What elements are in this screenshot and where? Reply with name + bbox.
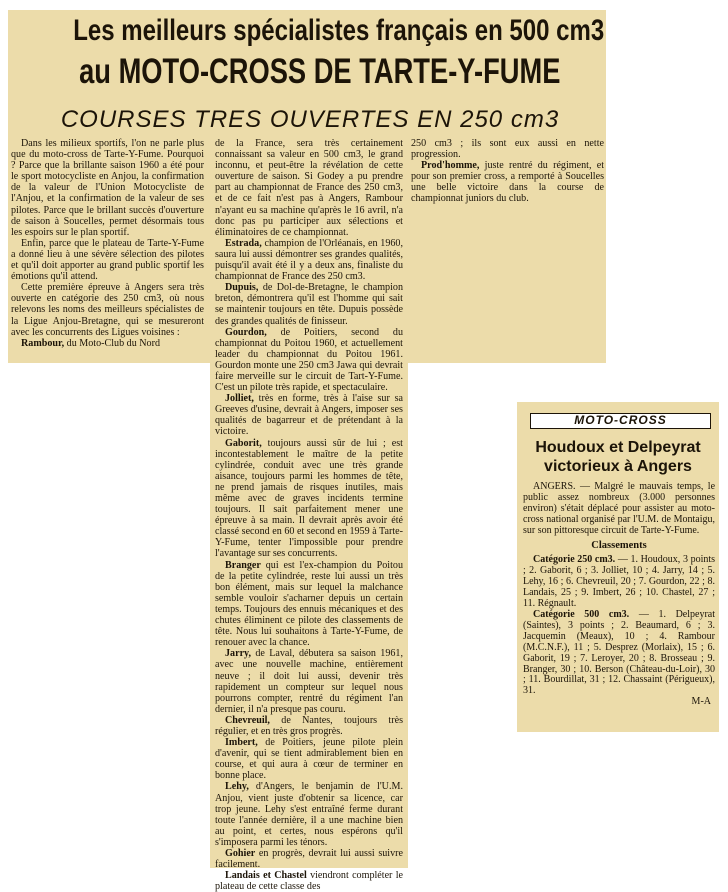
rider-text: qui est l'ex-champion du Poitou de la petite cylindrée, reste lui aussi un très bon élément, mais sur lequel la malchance semble vouloir s'acharner depuis un certain temps. Toujours des ennuis mécaniques et des chutes éliminent ce pilote des classements de tête. Nous lui souhaitons à Tarte-Y-Fume, de renouer avec la chance.: [215, 559, 403, 649]
rider-name: Landais et Chastel: [225, 870, 307, 882]
article-column-1: [11, 138, 204, 349]
rider-paragraph: [215, 138, 403, 238]
rider-text: 250 cm3 ; ils sont eux aussi en nette progression.: [411, 138, 604, 161]
results-dateline: ANGERS.: [533, 481, 576, 492]
rider-text: viendront compléter le plateau de cette classe des: [215, 870, 404, 892]
rider-text: juste rentré du régiment, et pour son premier cross, a remporté à Soucelles une belle victoire dans la course de championnat juniors du club.: [411, 160, 605, 205]
rider-paragraph: [215, 781, 403, 848]
rider-text: très en forme, très à l'aise sur sa Greeves d'usine, devrait à Angers, imposer ses qualités de bagarreur et de prétendant à la victoire.: [215, 393, 403, 438]
category-500-label: Catégorie 500 cm3.: [533, 608, 630, 620]
category-250-label: Catégorie 250 cm3.: [533, 554, 616, 566]
rider-text: de Nantes, toujours très régulier, et en très gros progrès.: [215, 714, 403, 737]
category-250-results: — 1. Houdoux, 3 points ; 2. Gaborit, 6 ; 3. Jolliet, 10 ; 4. Jarry, 14 ; 5. Lehy, 16 ; 6. Chevreuil, 20 ; 7. Gourdon, 22 ; 8. Landais, 25 ; 9. Imbert, 26 ; 10. Chastel, 27 ; 11. Régnault.: [523, 554, 716, 610]
rider-paragraph: [215, 648, 403, 715]
rider-name: Chevreuil,: [225, 714, 270, 726]
rider-name: Prod'homme,: [421, 160, 480, 172]
rider-text: toujours aussi sûr de lui ; est incontestablement le maître de la petite cylindrée, conduit avec une très grande aisance, toujours parmi les hommes de tête, ne prend jamais de risques inutiles, mais même avec de graves incidents termine toujours. Il sait parfaitement mener une épreuve à sa main. Il devrait après avoir été classé second en 60 et second en 1959 à Tarte-Y-Fume, tenter l'impossible pour prendre l'avantage sur ses concurrents.: [215, 437, 403, 560]
rider-name: Rambour,: [21, 337, 65, 349]
rider-text: de Laval, débutera sa saison 1961, avec une nouvelle machine, entièrement neuve ; il doit lui aussi, devenir très rapidement un compteur sur lequel nous pourrons compter, rentré du régiment l'an dernier, il n'a presque pas couru.: [215, 648, 403, 715]
results-250: [523, 555, 715, 610]
rider-text: de Poitiers, jeune pilote plein d'avenir, qui se tient admirablement bien en course, et qui aura à cœur de terminer en bonne place.: [215, 737, 404, 782]
rider-paragraph: [215, 393, 403, 437]
subheadline: COURSES TRES OUVERTES EN 250 cm3: [60, 106, 560, 133]
rider-paragraph: [215, 238, 403, 282]
rider-name: Dupuis,: [225, 282, 259, 294]
results-lead: [523, 482, 715, 537]
rider-name: Estrada,: [225, 237, 262, 249]
article-column-3: [411, 138, 604, 205]
rider-paragraph: [411, 138, 604, 160]
col1-last-text: du Moto-Club du Nord: [66, 337, 161, 349]
results-headline: Houdoux et Delpeyrat victorieux à Angers: [535, 439, 701, 475]
rider-name: Gourdon,: [225, 326, 267, 338]
results-body: [523, 482, 715, 708]
category-500-results: — 1. Delpeyrat (Saintes), 3 points ; 2. Beaumard, 6 ; 3. Jacquemin (Meaux), 10 ; 4. Rambour (M.C.N.F.), 11 ; 5. Desprez (Morlaix), 15 ; 6. Gaborit, 19 ; 7. Leroyer, 20 ; 8. Brosseau ; 9. Branger, 30 ; 10. Berson (Château-du-Loir), 30 ; 11. Bourdillat, 31 ; 12. Chassaint (Périgueux), 31.: [523, 608, 715, 697]
headline-line-1: Les meilleurs spécialistes français en 500 cm3: [73, 14, 605, 47]
rider-paragraph: [411, 160, 604, 204]
rider-text: d'Angers, le benjamin de l'U.M. Anjou, vient juste d'obtenir sa licence, car trop jeune. Lehy s'est entraîné ferme durant toute l'année dernière, il a une machine bien au point, et certes, nous espérons qu'il s'imposera parmi les ténors.: [215, 781, 403, 848]
rider-paragraph: [215, 327, 403, 394]
rider-paragraph: [215, 848, 403, 870]
col1-paragraph: Dans les milieux sportifs, l'on ne parle plus que du moto-cross de Tarte-Y-Fume. Pourquoi ? Parce que la brillante saison 1960 a été pour le sport motocycliste en Anjou, la confirmation de la valeur de l'Union Motocycliste de l'Anjou, et la confirmation de la valeur de ses pilotes. Parce que le brillant succès d'ouverture de saison à Soucelles, permet désormais tous les espoirs sur le plan sportif.: [11, 138, 204, 238]
rider-name: Jarry,: [225, 648, 252, 660]
rider-text: de la France, sera très certainement connaissant sa valeur en 500 cm3, le grand inconnu, et peut-être la révélation de cette ouverture de saison. Si Godey a pu prendre part au championnat de France des 250 cm3, et de ce fait n'est pas à Angers, Rambour n'ayant eu sa machine qu'après le 16 avril, n'a donc pas pu participer aux sélections et éliminatoires de ce championnat.: [215, 138, 403, 238]
rider-paragraph: [215, 870, 403, 892]
col1-paragraph-rambour: [11, 338, 204, 349]
article-column-2: [215, 138, 403, 892]
rider-name: Gohier: [225, 848, 256, 859]
results-lead-text: — Malgré le mauvais temps, le public assez nombreux (3.000 personnes environ) s'était déplacé pour assister au moto-cross national organisé par l'U.M. de Montaigu, sur son pittoresque circuit de Tarte-Y-Fume.: [523, 481, 716, 536]
col1-paragraph: Cette première épreuve à Angers sera très ouverte en catégorie des 250 cm3, où nous relevons les noms des meilleurs spécialistes de la Ligue Anjou-Bretagne, qui se mesureront avec les concurrents des Ligues voisines :: [11, 282, 204, 338]
rider-paragraph: [215, 282, 403, 326]
rider-name: Lehy,: [225, 781, 249, 793]
signature: M-A: [691, 696, 711, 708]
rider-name: Imbert,: [225, 737, 258, 749]
rider-paragraph: [215, 560, 403, 649]
rider-name: Branger: [225, 559, 261, 571]
col1-paragraph: Enfin, parce que le plateau de Tarte-Y-Fume a donné lieu à une sévère sélection des pilotes et qu'il doit apporter au grand public sportif les émotions qu'il attend.: [11, 237, 204, 283]
rider-name: Gaborit,: [225, 437, 262, 449]
rider-paragraph: [215, 737, 403, 781]
classements-title: Classements: [591, 539, 647, 551]
rider-text: de Dol-de-Bretagne, le champion breton, démontrera qu'il est l'homme qui sait se maintenir toujours en tête. Dupuis possède des grandes qualités de finisseur.: [215, 282, 404, 327]
results-500: [523, 610, 715, 697]
rider-paragraph: [215, 715, 403, 737]
rider-text: champion de l'Orléanais, en 1960, saura lui aussi démontrer ses grandes qualités, puisqu'il avait été il y a deux ans, finaliste du championnat de France des 250 cm3.: [215, 237, 403, 283]
headline-line-2: au MOTO-CROSS DE TARTE-Y-FUME: [79, 52, 561, 91]
rider-text: de Poitiers, second du championnat du Poitou 1960, et actuellement leader du championnat du Poitou 1961. Gourdon monte une 250 cm3 Jawa qui devrait faire merveille sur le circuit de Tart-Y-Fume. C'est un pilote très rapide, et spectaculaire.: [215, 326, 403, 394]
rider-paragraph: [215, 438, 403, 560]
rider-name: Jolliet,: [225, 393, 254, 405]
moto-cross-banner: MOTO-CROSS: [530, 413, 711, 429]
rider-text: en progrès, devrait lui aussi suivre facilement.: [215, 848, 403, 871]
